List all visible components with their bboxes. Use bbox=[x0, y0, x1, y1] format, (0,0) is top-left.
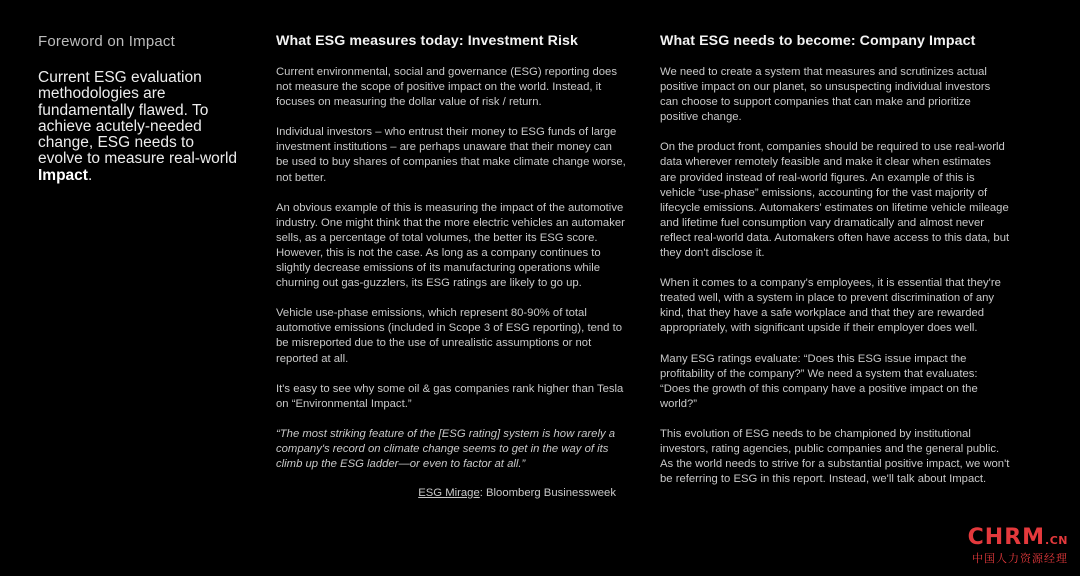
esg-mirage-quote: “The most striking feature of the [ESG rating] system is how rarely a company's record on climate change seems to get in the way of its climb up the ESG ladder—or even to factor at all.” bbox=[276, 427, 616, 470]
chrm-logo-domain: .CN bbox=[1045, 534, 1068, 547]
chrm-logo-text: CHRM bbox=[967, 525, 1046, 550]
foreword-lead-bold: Impact bbox=[38, 166, 88, 184]
chrm-watermark bbox=[958, 527, 1068, 566]
esg-become-paragraph: When it comes to a company's employees, it is essential that they're treated well, with a system in place to prevent discrimination of any kind, that they have a safe workplace and that they are rewarded appropriately, with significant upside if their employer does well. bbox=[660, 277, 1001, 335]
esg-become-column bbox=[660, 33, 1010, 502]
esg-today-heading: What ESG measures today: Investment Risk bbox=[276, 33, 579, 49]
foreword-lead-end: . bbox=[87, 166, 93, 184]
foreword-column bbox=[38, 33, 238, 184]
foreword-lead bbox=[38, 70, 238, 184]
chrm-tagline: 中国人力资源经理 bbox=[972, 552, 1068, 565]
esg-today-paragraph: An obvious example of this is measuring the impact of the automotive industry. One might think that the more electric vehicles an automaker sells, as a percentage of total volumes, the better its ESG score. However, this is not the case. As long as a company continues to slightly decrease emissions of its manufacturing operations while churning out gas-guzzlers, its ESG ratings are likely to go up. bbox=[276, 201, 625, 290]
quote-source-publication: : Bloomberg Businessweek bbox=[479, 487, 616, 500]
quote-source bbox=[276, 486, 626, 501]
esg-become-paragraph: We need to create a system that measures and scrutinizes actual positive impact on our planet, so unsuspecting individual investors can choose to support companies that can make and prioritize positive change. bbox=[660, 66, 991, 124]
esg-become-paragraph: On the product front, companies should be required to use real-world data wherever remotely feasible and make it clear when estimates are provided instead of real-world figures. An example of this is vehicle “use-phase” emissions, accounting for the vast majority of lifecycle emissions. Automakers' estimates on lifetime vehicle mileage and lifetime fuel consumption vary dramatically and almost never reflect real-world data. Automakers often have access to this data, but they don't disclose it. bbox=[660, 141, 1010, 260]
chrm-logo bbox=[958, 527, 1068, 552]
esg-today-paragraph: Vehicle use-phase emissions, which represent 80-90% of total automotive emissions (included in Scope 3 of ESG reporting), tend to be misreported due to the use of unrealistic assumptions or not reported at all. bbox=[276, 307, 622, 365]
esg-mirage-link[interactable]: ESG Mirage bbox=[418, 487, 480, 500]
esg-become-heading: What ESG needs to become: Company Impact bbox=[660, 33, 976, 49]
esg-today-paragraph: Individual investors – who entrust their money to ESG funds of large investment institutions – are perhaps unaware that their money can be used to buy shares of companies that make climate change worse, not better. bbox=[276, 126, 626, 184]
esg-become-paragraph: Many ESG ratings evaluate: “Does this ESG issue impact the profitability of the company?” We need a system that evaluates: “Does the growth of this company have a positive impact on the world?” bbox=[660, 352, 978, 410]
foreword-lead-text: Current ESG evaluation methodologies are fundamentally flawed. To achieve acutely-needed change, ESG needs to evolve to measure real-world bbox=[38, 69, 238, 168]
esg-today-paragraph: Current environmental, social and governance (ESG) reporting does not measure the scope of positive impact on the world. Instead, it focuses on measuring the dollar value of risk / return. bbox=[276, 66, 617, 109]
esg-today-column bbox=[276, 33, 626, 501]
esg-today-paragraph: It's easy to see why some oil & gas companies rank higher than Tesla on “Environmental Impact.” bbox=[276, 382, 624, 410]
esg-become-paragraph: This evolution of ESG needs to be championed by institutional investors, rating agencies, public companies and the general public. As the world needs to strive for a substantial positive impact, we won't be referring to ESG in this report. Instead, we'll talk about Impact. bbox=[660, 427, 1010, 486]
foreword-eyebrow: Foreword on Impact bbox=[38, 33, 175, 50]
